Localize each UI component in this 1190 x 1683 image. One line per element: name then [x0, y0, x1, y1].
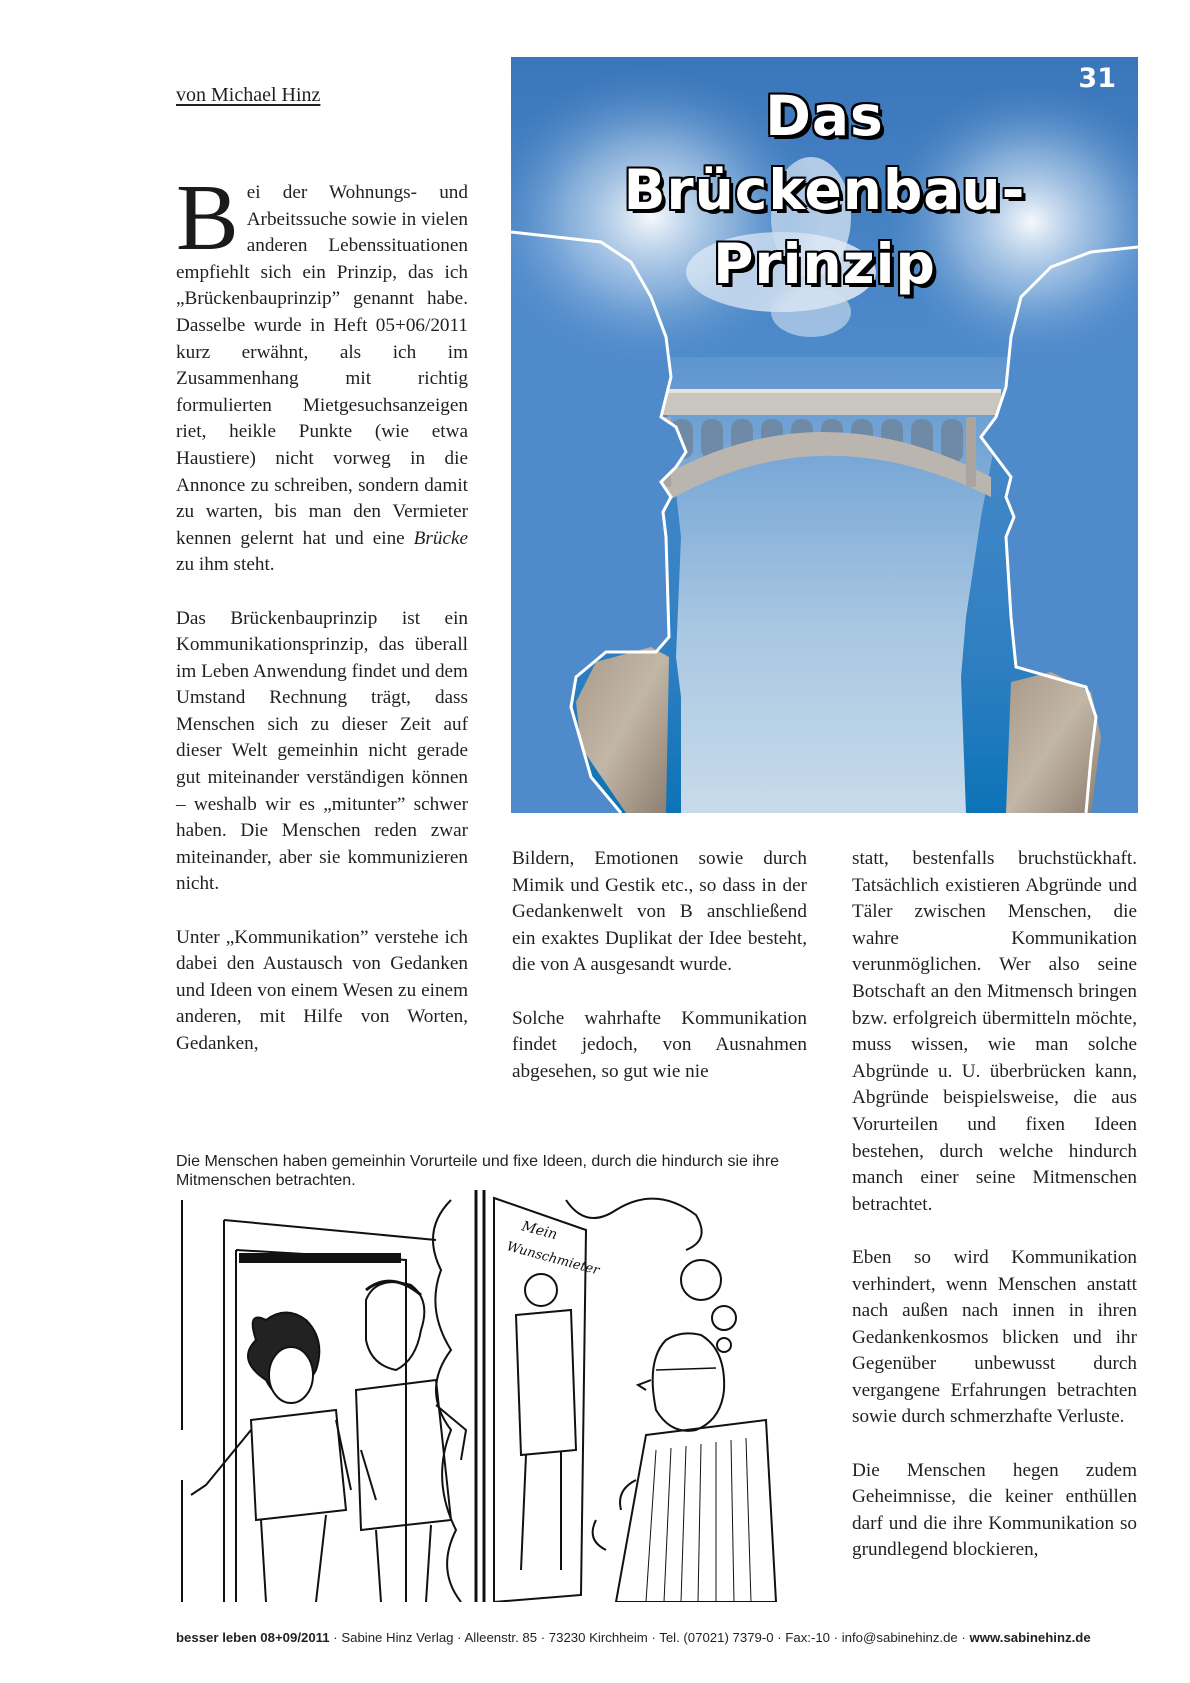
- paragraph: Solche wahrhafte Kommunikation findet jedoch, von Ausnahmen abgesehen, so gut wie nie: [512, 1007, 807, 1082]
- svg-text:Mein: Mein: [519, 1218, 559, 1244]
- illustration-caption: Die Menschen haben gemeinhin Vorurteile und fixe Ideen, durch die hindurch sie ihre Mitmenschen betrachten.: [176, 1153, 780, 1189]
- article-column-1: [176, 166, 468, 1058]
- paragraph: Bei der Wohnungs- und Arbeitssuche sowie in vielen anderen Lebenssituationen empfiehlt sich ein Prinzip, das ich „Brückenbauprinzip” genannt habe. Dasselbe wurde in Heft 05+06/2011 kurz erwähnt, als ich im Zusammenhang mit richtig formulierten Mietgesuchsanzeigen riet, heikle Punkte (wie etwa Haustiere) nicht vorweg in die Annonce zu schreiben, sondern damit zu warten, bis man den Vermieter kennen gelernt hat und eine Brücke zu ihm steht.: [176, 166, 468, 576]
- paragraph: Das Brückenbauprinzip ist ein Kommunikationsprinzip, das überall im Leben Anwendung findet und dem Umstand Rechnung trägt, dass Menschen sich zu dieser Zeit auf dieser Welt gemeinhin nicht gerade gut miteinander verständigen können – weshalb wir es „mitunter” schwer haben. Die Menschen reden zwar miteinander, aber sie kommunizieren nicht.: [176, 607, 468, 895]
- publication-name: besser leben 08+09/2011: [176, 1630, 330, 1645]
- author-byline: von Michael Hinz: [176, 84, 321, 106]
- publisher-details: · Sabine Hinz Verlag · Alleenstr. 85 · 73230 Kirchheim · Tel. (07021) 7379-0 · Fax:-10 · info@sabinehinz.de ·: [329, 1630, 970, 1645]
- page-number: 31: [1078, 63, 1116, 94]
- article-title: Das Brückenbau- Prinzip: [623, 84, 1026, 296]
- drop-cap: B: [176, 166, 239, 270]
- paragraph: Die Menschen hegen zudem Geheimnisse, die keiner enthüllen darf und die ihre Kommunikation so grundlegend blockieren,: [852, 1459, 1137, 1561]
- page-footer: [176, 1630, 1138, 1645]
- paragraph: Eben so wird Kommunikation verhindert, wenn Menschen anstatt nach außen nach innen in ihren Gedankenkosmos blicken und ihr Gegenüber unbewusst durch vergangene Erfahrungen betrachten sowie durch schmerzhafte Verluste.: [852, 1246, 1137, 1428]
- paragraph: Unter „Kommunikation” verstehe ich dabei den Austausch von Gedanken und Ideen von einem Wesen zu einem anderen, mit Hilfe von Worten, Gedanken,: [176, 926, 468, 1054]
- article-column-3: [852, 846, 1137, 1564]
- hero-image-bridge-silhouettes: [511, 57, 1138, 813]
- article-column-2: [512, 846, 807, 1085]
- cartoon-drawing: [176, 1190, 804, 1602]
- website-link[interactable]: www.sabinehinz.de: [969, 1630, 1091, 1645]
- paragraph: statt, bestenfalls bruchstückhaft. Tatsächlich existieren Abgründe und Täler zwischen Menschen, die wahre Kommunikation verunmöglichen. Wer also seine Botschaft an den Mitmensch bringen bzw. erfolgreich übermitteln möchte, muss wissen, wie man solche Abgründe u. U. überbrücken kann, Abgründe beispielsweise, die aus Vorurteilen und fixen Ideen bestehen, durch welche hindurch manch einer seine Mitmenschen betrachtet.: [852, 848, 1137, 1215]
- cartoon-illustration: [176, 1190, 804, 1602]
- svg-text:Wunschmieter: Wunschmieter: [504, 1239, 601, 1279]
- paragraph: Bildern, Emotionen sowie durch Mimik und Gestik etc., so dass in der Gedankenwelt von B anschließend ein exaktes Duplikat der Idee besteht, die von A ausgesandt wurde.: [512, 848, 807, 976]
